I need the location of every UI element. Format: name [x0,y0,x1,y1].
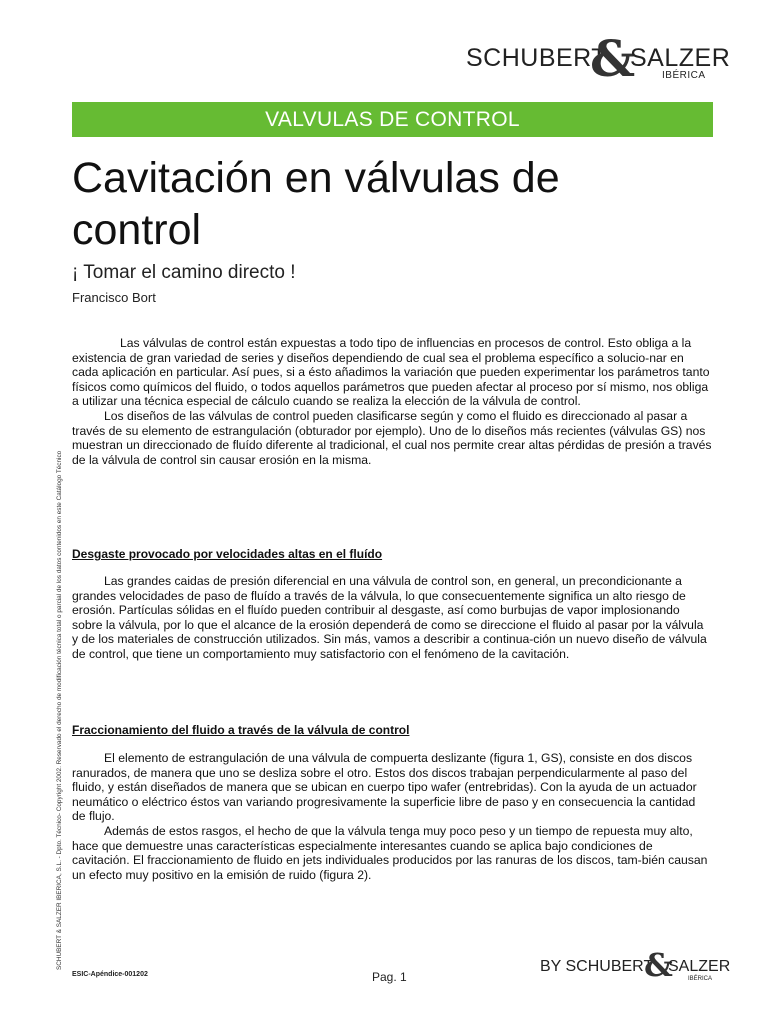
footer-logo-subtitle: IBÉRICA [688,976,713,982]
page-number: Pag. 1 [372,970,407,984]
footer-logo-right: SALZER [668,958,731,975]
logo-ampersand: & [590,29,636,88]
section1-paragraph-1: Las grandes caidas de presión diferencial en una válvula de control son, en general, un precondicionante a grandes velocidades de paso de fluído a través de la válvula, lo que consecuentemente significa un alto riesgo de erosión. Partículas sólidas en el fluído pueden contribuir al desgaste, así como burbujas de vapor implosionando sobre la válvula, por lo que el alcance de la erosión dependerá de como se direccione el fluido al pasar por la válvula y de los materiales de construcción utilizados. Sin más, vamos a describir a continua-ción un nuevo diseño de válvula de control, que tiene un comportamiento muy satisfactorio con el fenómeno de la cavitación. [72,574,707,661]
logo-brand-right: SALZER [630,44,731,72]
document-code: ESIC-Apéndice-001202 [72,971,148,978]
intro-paragraph-1: Las válvulas de control están expuestas a todo tipo de influencias en procesos de control. Esto obliga a la existencia de gran variedad de series y diseños dependiendo de cual sea el problema específico a solucio-nar en cada aplicación en particular. Así pues, si a ésto añadimos la variación que pueden experimentar los parámetros tanto físicos como químicos del fluido, o todos aquellos parámetros que pueden afectar al proceso por sí mismo, nos obliga a utilizar una técnica especial de cálculo cuando se realiza la elección de la válvula de control. [72,336,710,409]
section2-paragraph-2: Además de estos rasgos, el hecho de que la válvula tenga muy poco peso y un tiempo de repuesta muy alto, hace que demuestre unas características especialmente interesantes cuando se aplica bajo condiciones de cavitación. El fraccionamiento de fluido en jets individuales producidos por las ranuras de los discos, tam-bién causan un efecto muy positivo en la emisión de ruido (figura 2). [72,823,708,882]
section2-heading: Fraccionamiento del fluido a través de la válvula de control [72,723,410,737]
intro-paragraph-2: Los diseños de las válvulas de control pueden clasificarse según y como el fluido es direccionado al pasar a través de su elemento de estrangulación (obturador por ejemplo). Uno de lo diseños más recientes (válvulas GS) nos muestran un direccionado de fluído diferente al tradicional, el cual nos permite crear altas pérdidas de presión a través de la válvula de control sin causar erosión en la misma. [72,408,712,467]
document-title: Cavitación en válvulas de control [72,154,560,254]
author-name: Francisco Bort [72,290,156,305]
section2-body [72,751,712,882]
document-subtitle: ¡ Tomar el camino directo ! [72,262,296,283]
footer-logo [540,948,730,988]
intro-section [72,336,712,467]
footer-logo-by: BY SCHUBERT [540,958,654,975]
section2-paragraph-1: El elemento de estrangulación de una válvula de compuerta deslizante (figura 1, GS), consiste en dos discos ranurados, de manera que uno se desliza sobre el otro. Estos dos discos trabajan perpendicularmente al paso del fluido, y están diseñados de manera que se ubican en cuerpo tipo wafer (entrebridas). Con la ayuda de un actuador neumático o eléctrico éstos van variando progresivamente la superficie libre de paso y en consecuencia la cantidad de flujo. [72,751,697,824]
section-banner: VALVULAS DE CONTROL [72,102,713,137]
company-logo [466,29,731,88]
logo-subtitle: IBÉRICA [662,70,706,81]
copyright-sidebar: SCHUBERT & SALZER IBERICA, S.L. - Dpto. Técnico- Copyright 2002. Reservado el derecho de modificación técnica total o parcial de los datos contenidos en este Catálogo Técnico [56,450,63,970]
section1-heading: Desgaste provocado por velocidades altas en el fluído [72,547,383,561]
footer-logo-ampersand: & [644,946,673,984]
section1-body [72,574,712,662]
logo-brand-left: SCHUBERT [466,44,608,72]
